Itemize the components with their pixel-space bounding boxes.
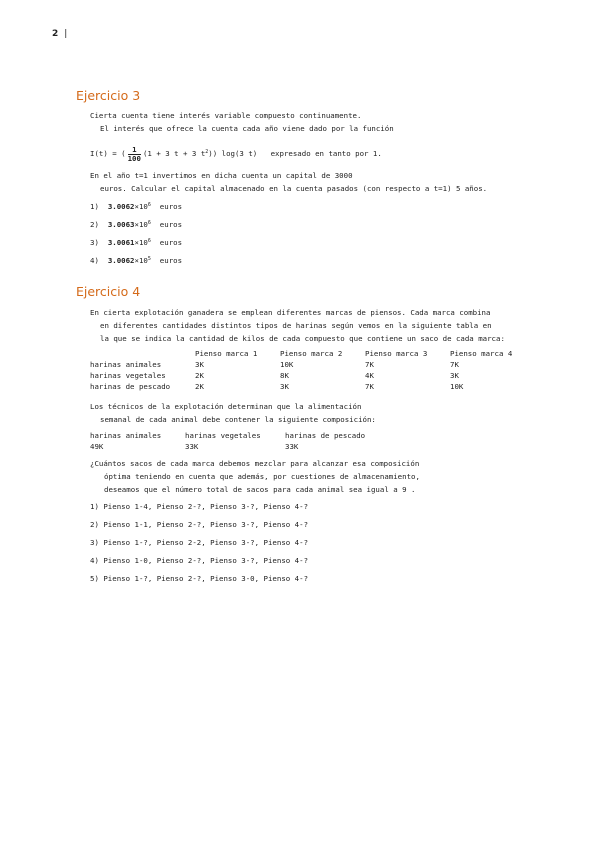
ex3-formula — [90, 142, 382, 164]
option-exponent: 6 — [147, 238, 151, 244]
option-exponent: 5 — [147, 256, 151, 262]
ex3-option-3[interactable] — [90, 237, 182, 247]
table-cell: harinas de pescado — [90, 382, 171, 391]
table-header: Pienso marca 2 — [280, 349, 343, 358]
table-cell: 8K — [280, 371, 289, 380]
ex4-option-4[interactable]: 4) Pienso 1-0, Pienso 2-?, Pienso 3-?, Pienso 4-? — [90, 556, 309, 565]
ex4-question-3: deseamos que el número total de sacos para cada animal sea igual a 9 . — [104, 485, 416, 494]
table-header: harinas vegetales — [185, 431, 261, 440]
table-row — [90, 441, 365, 452]
exercise-3-title: Ejercicio 3 — [76, 88, 141, 103]
ex3-question-1: En el año t=1 invertimos en dicha cuenta un capital de 3000 — [90, 171, 353, 180]
ex3-intro-1: Cierta cuenta tiene interés variable compuesto continuamente. — [90, 111, 362, 120]
header-separator: | — [64, 29, 68, 39]
table-header: Pienso marca 1 — [195, 349, 258, 358]
ex3-option-2[interactable] — [90, 219, 182, 229]
table-cell: 7K — [450, 360, 459, 369]
ex3-question-2: euros. Calcular el capital almacenado en la cuenta pasados (con respecto a t=1) 5 años. — [100, 184, 488, 193]
page-number: 2 — [52, 29, 59, 39]
fraction-denominator: 100 — [127, 153, 141, 163]
table-cell: 3K — [280, 382, 289, 391]
formula-exponent: 2 — [205, 149, 209, 155]
table-header-row — [90, 348, 512, 359]
option-mantissa: 3.0062 — [107, 202, 135, 211]
option-mantissa: 3.0063 — [107, 220, 135, 229]
table-cell: 7K — [365, 382, 374, 391]
table-header: harinas de pescado — [285, 431, 366, 440]
ex4-option-5[interactable]: 5) Pienso 1-?, Pienso 2-?, Pienso 3-0, Pienso 4-? — [90, 574, 309, 583]
formula-note: expresado en tanto por 1. — [270, 149, 382, 158]
option-mantissa: 3.0062 — [107, 256, 135, 265]
table-cell: 2K — [195, 382, 204, 391]
table-cell: 33K — [285, 442, 299, 451]
ex4-paragraph-2: en diferentes cantidades distintos tipos de harinas según vemos en la siguiente tabla en — [100, 321, 492, 330]
table-cell: 33K — [185, 442, 199, 451]
option-number: 3) — [90, 238, 99, 247]
ex4-statement-1: Los técnicos de la explotación determinan que la alimentación — [90, 402, 362, 411]
option-unit: euros — [159, 220, 183, 229]
option-exponent: 6 — [147, 202, 151, 208]
table-cell: harinas animales — [90, 360, 162, 369]
table-header: Pienso marca 3 — [365, 349, 428, 358]
pienso-table — [90, 348, 512, 392]
ex4-question-2: óptima teniendo en cuenta que además, por cuestiones de almacenamiento, — [104, 472, 420, 481]
table-header: harinas animales — [90, 431, 162, 440]
option-unit: euros — [159, 238, 183, 247]
option-unit: euros — [159, 256, 183, 265]
fraction-numerator: 1 — [128, 146, 141, 155]
option-number: 4) — [90, 256, 99, 265]
table-cell: 3K — [195, 360, 204, 369]
option-exponent: 6 — [147, 220, 151, 226]
ex3-intro-2: El interés que ofrece la cuenta cada año viene dado por la función — [100, 124, 394, 133]
table-cell: 10K — [280, 360, 294, 369]
table-cell: 10K — [450, 382, 464, 391]
table-cell: harinas vegetales — [90, 371, 166, 380]
ex3-option-1[interactable] — [90, 201, 182, 211]
ex4-paragraph-3: la que se indica la cantidad de kilos de cada compuesto que contiene un saco de cada marca: — [100, 334, 505, 343]
table-header — [90, 348, 195, 359]
option-base: ×10 — [134, 238, 148, 247]
option-number: 2) — [90, 220, 99, 229]
option-base: ×10 — [134, 220, 148, 229]
formula-lhs: I(t) = ( — [90, 149, 126, 158]
ex4-question-1: ¿Cuántos sacos de cada marca debemos mezclar para alcanzar esa composición — [90, 459, 420, 468]
table-cell: 4K — [365, 371, 374, 380]
formula-tail: )) log(3 t) — [208, 149, 258, 158]
table-cell: 3K — [450, 371, 459, 380]
ex4-option-3[interactable]: 3) Pienso 1-?, Pienso 2-2, Pienso 3-?, Pienso 4-? — [90, 538, 309, 547]
table-cell: 49K — [90, 442, 104, 451]
table-row — [90, 381, 512, 392]
option-unit: euros — [159, 202, 183, 211]
table-cell: 2K — [195, 371, 204, 380]
option-base: ×10 — [134, 202, 148, 211]
ex3-option-4[interactable] — [90, 255, 182, 265]
table-header-row — [90, 430, 365, 441]
option-number: 1) — [90, 202, 99, 211]
ex4-paragraph-1: En cierta explotación ganadera se emplean diferentes marcas de piensos. Cada marca combina — [90, 308, 491, 317]
exercise-4-title: Ejercicio 4 — [76, 284, 141, 299]
formula-poly: (1 + 3 t + 3 t — [142, 149, 206, 158]
table-row — [90, 370, 512, 381]
table-row — [90, 359, 512, 370]
option-base: ×10 — [134, 256, 148, 265]
page-header — [52, 29, 67, 39]
ex4-option-2[interactable]: 2) Pienso 1-1, Pienso 2-?, Pienso 3-?, Pienso 4-? — [90, 520, 309, 529]
ex4-statement-2: semanal de cada animal debe contener la siguiente composición: — [100, 415, 376, 424]
ex4-option-1[interactable]: 1) Pienso 1-4, Pienso 2-?, Pienso 3-?, Pienso 4-? — [90, 502, 309, 511]
option-mantissa: 3.0061 — [107, 238, 135, 247]
composition-table — [90, 430, 365, 452]
formula-fraction — [128, 146, 141, 163]
table-header: Pienso marca 4 — [450, 349, 513, 358]
table-cell: 7K — [365, 360, 374, 369]
